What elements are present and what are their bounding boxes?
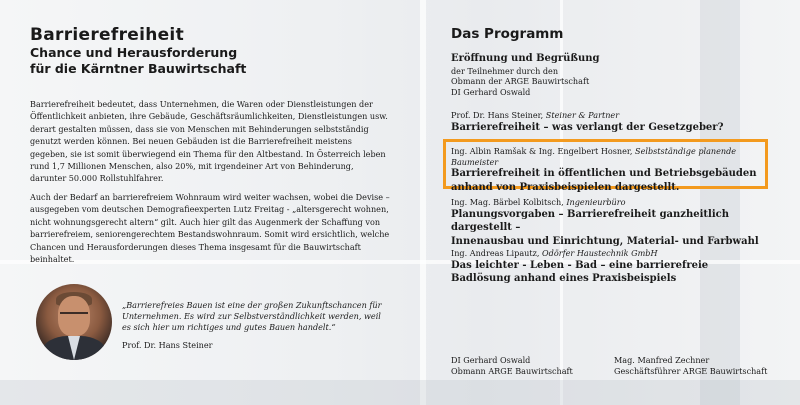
talk-item	[451, 197, 781, 248]
program-section	[451, 26, 781, 42]
talk-affiliation: Ingenieurbüro	[566, 197, 626, 207]
bg-rail	[420, 0, 426, 405]
opening-line: DI Gerhard Oswald	[451, 86, 531, 97]
talk-title: Barrierefreiheit – was verlangt der Gesetzgeber?	[451, 121, 724, 133]
talk-title: Das leichter - Leben - Bad – eine barrierefreie	[451, 259, 709, 271]
page-subtitle-2: für die Kärntner Bauwirtschaft	[30, 61, 247, 76]
talk-affiliation: Odörfer Haustechnik GmbH	[542, 248, 658, 258]
opening-block	[451, 52, 781, 97]
signature-role: Geschäftsführer ARGE Bauwirtschaft	[614, 365, 768, 376]
intro-paragraph-2: Auch der Bedarf an barrierefreiem Wohnraum wird weiter wachsen, wobei die Devise – ausgegeben vom deutschen Demografieexperten Lutz Freitag - „altersgerecht wohnen, nicht wohnungsgerecht altern“ gilt. Auch hier gilt das Augenmerk der Schaffung von barrierefreiem, seniorengerechtem Bestandswohnraum. Somit wird ersichtlich, welche Chancen und Herausforderungen dieses Thema insgesamt für die Bauwirtschaft beinhaltet.	[30, 192, 390, 265]
quote-text: „Barrierefreies Bauen ist eine der großen Zukunftschancen für Unternehmen. Es wird zur Selbstverständlichkeit werden, weil es sich hier um richtiges und gutes Bauen handelt.“	[122, 300, 382, 332]
intro-paragraph-1: Barrierefreiheit bedeutet, dass Unternehmen, die Waren oder Dienstleistungen der Öffentlichkeit anbieten, ihre Gebäude, Geschäftsräumlichkeiten, Dienstleistungen usw. derart gestalten müssen, dass sie von Menschen mit Behinderungen selbstständig genutzt werden können. Bei neuen Gebäuden ist die Barrierefreiheit meistens gegeben, sie ist somit überwiegend ein Thema für den Altbestand. In Österreich leben rund 1,7 Millionen Menschen, also 20%, mit irgendeiner Art von Behinderung, darunter 50.000 Rollstuhlfahrer.	[30, 99, 388, 184]
opening-title: Eröffnung und Begrüßung	[451, 53, 600, 64]
talk-title: Planungsvorgaben – Barrierefreiheit ganzheitlich dargestellt –	[451, 208, 729, 233]
opening-line: Obmann der ARGE Bauwirtschaft	[451, 76, 590, 86]
talk-affiliation: Selbstständige planende Baumeister	[451, 146, 737, 167]
opening-line: der Teilnehmer durch den	[451, 65, 559, 76]
talk-speaker: Ing. Albin Ramšak & Ing. Engelbert Hosner,	[451, 146, 636, 156]
signature-name: Mag. Manfred Zechner	[614, 355, 710, 365]
talk-speaker: Ing. Mag. Bärbel Kolbitsch,	[451, 197, 567, 207]
intro-header	[30, 26, 400, 77]
avatar	[36, 284, 112, 360]
page-title: Barrierefreiheit	[30, 25, 184, 45]
bg-beam	[0, 380, 800, 405]
page-subtitle-1: Chance und Herausforderung	[30, 45, 238, 60]
program-title: Das Programm	[451, 26, 564, 42]
talk-item	[451, 146, 781, 194]
quote-author: Prof. Dr. Hans Steiner	[122, 340, 213, 350]
talk-title: Innenausbau und Einrichtung, Material- und Farbwahl	[451, 235, 759, 247]
talk-item	[451, 248, 781, 286]
talk-speaker: Prof. Dr. Hans Steiner,	[451, 110, 546, 120]
signature-block	[451, 355, 573, 376]
talk-speaker: Ing. Andreas Lipautz,	[451, 248, 543, 258]
signature-name: DI Gerhard Oswald	[451, 355, 531, 365]
talk-affiliation: Steiner & Partner	[545, 110, 620, 120]
talk-item	[451, 110, 781, 134]
talk-title: Badlösung anhand eines Praxisbeispiels	[451, 273, 677, 284]
signature-block	[614, 355, 767, 376]
talk-title: Barrierefreiheit in öffentlichen und Betriebsgebäuden	[451, 168, 757, 179]
signature-role: Obmann ARGE Bauwirtschaft	[451, 365, 573, 376]
talk-title: anhand von Praxisbeispielen dargestellt.	[451, 181, 680, 193]
